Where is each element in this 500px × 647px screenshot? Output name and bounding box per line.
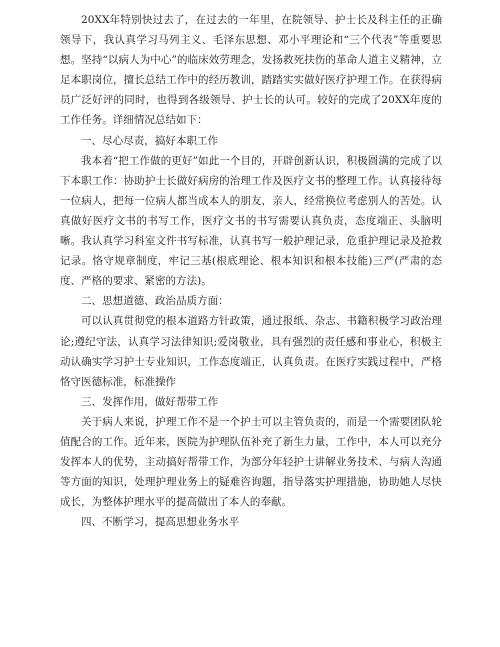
section-1-paragraph: 我本着“把工作做的更好”如此一个目的，开辟创新认识，积极圆满的完成了以下本职工作：协助护士长做好病房的治理工作及医疗文书的整理工作。认真接待每一位病人，把每一位病人都当成本人的朋友，亲人，经常换位考虑别人的苦处。认真做好医疗文书的书写工作，医疗文书的书写需要认真负责，态度端正、头脑明晰。我认真学习科室文件书写标准，认真书写一般护理记录，危重护理记录及抢救记录。恪守规章制度，牢记三基(根底理论、根本知识和根本技能)三严(严肃的态度、严格的要求、紧密的方法)。: [60, 154, 442, 288]
section-heading-3: 三、发挥作用，做好帮带工作: [81, 395, 219, 408]
section-2-paragraph: 可以认真贯彻党的根本道路方针政策，通过报纸、杂志、书籍积极学习政治理论;遵纪守法，认真学习法律知识;爱岗敬业，具有强烈的责任感和事业心，积极主动认确实学习护士专业知识，工作态度端正，认真负责。在医疗实践过程中，严格恪守医德标准，标准操作: [60, 315, 442, 388]
intro-paragraph: 20XX年特别快过去了，在过去的一年里，在院领导、护士长及科主任的正确领导下，我认真学习马列主义、毛泽东思想、邓小平理论和“三个代表”等重要思想。坚持“以病人为中心”的临床效劳理念，发扬救死扶伤的革命人道主义精神，立足本职岗位，擅长总结工作中的经历教训，踏踏实实做好医疗护理工作。在获得病员广泛好评的同时，也得到各级领导、护士长的认可。较好的完成了20XX年度的工作任务。详细情况总结如下：: [60, 14, 442, 127]
section-heading-4: 四、不断学习，提高思想业务水平: [81, 516, 240, 529]
section-3-paragraph: 关于病人来说，护理工作不是一个护士可以主管负责的，而是一个需要团队轮值配合的工作。近年来，医院为护理队伍补充了新生力量，工作中，本人可以充分发挥本人的优势，主动搞好帮带工作，为部分年轻护士讲解业务技术、与病人沟通等方面的知识，处理护理业务上的疑难咨询题，指导落实护理措施，协助她人尽快成长，为整体护理水平的提高做出了本人的奉献。: [60, 415, 442, 509]
section-heading-1: 一、尽心尽责，搞好本职工作: [81, 134, 219, 147]
document-body: [60, 10, 442, 532]
section-heading-2: 二、思想道德、政治品质方面：: [81, 295, 229, 308]
